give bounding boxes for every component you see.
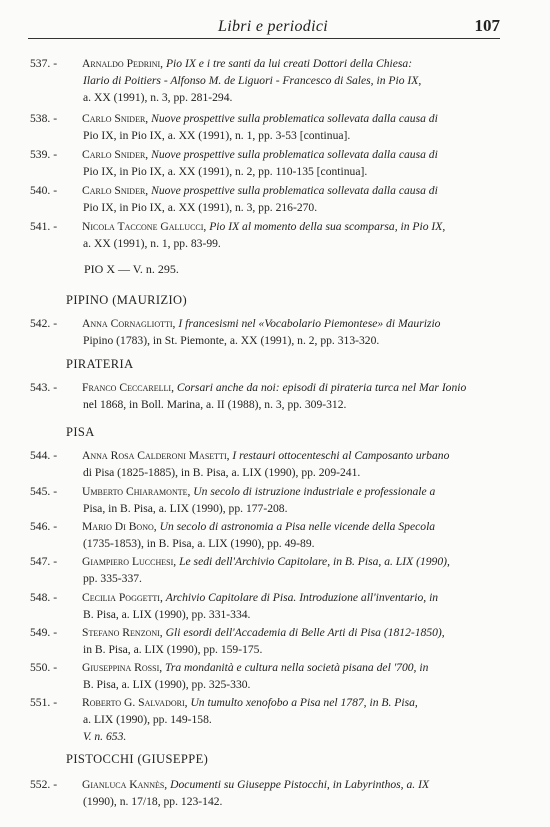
entry-text: B. Pisa, a. LIX (1990), pp. 331-334. xyxy=(83,608,251,621)
entry-author: Umberto Chiaramonte, xyxy=(82,485,191,498)
section-heading-pirateria: PIRATERIA xyxy=(66,357,134,371)
entry-542 xyxy=(30,315,498,349)
entry-text: Documenti su Giuseppe Pistocchi, in Labyrinthos, a. IX xyxy=(170,778,430,791)
entry-number: 548. - xyxy=(30,591,58,604)
entry-number: 549. - xyxy=(30,626,58,639)
entry-text: B. Pisa, a. LIX (1990), pp. 325-330. xyxy=(83,678,251,691)
entry-text: in B. Pisa, a. LIX (1990), pp. 159-175. xyxy=(83,643,263,656)
entry-text: Pio IX, in Pio IX, a. XX (1991), n. 1, pp. 3-53 [continua]. xyxy=(83,129,351,142)
entry-text: Nuove prospettive sulla problematica sollevata dalla causa di xyxy=(151,148,438,161)
entry-text: Ilario di Poitiers - Alfonso M. de Liguori - Francesco di Sales, in Pio IX, xyxy=(83,74,422,87)
entry-text: I francesismi nel «Vocabolario Piemontese» di Maurizio xyxy=(178,317,441,330)
section-heading-pisa: PISA xyxy=(66,425,95,439)
entry-549 xyxy=(30,624,498,658)
entry-text: (1735-1853), in B. Pisa, a. LIX (1990), pp. 49-89. xyxy=(83,537,315,550)
entry-text: Pio IX al momento della sua scomparsa, in Pio IX, xyxy=(209,220,446,233)
entry-text: pp. 335-337. xyxy=(83,572,142,585)
entry-text: Tra mondanità e cultura nella società pisana del '700, in xyxy=(165,661,429,674)
section-heading-pistocchi: PISTOCCHI (GIUSEPPE) xyxy=(66,752,209,766)
entry-author: Gianluca Kannès, xyxy=(82,778,168,791)
entry-text: Pipino (1783), in St. Piemonte, a. XX (1991), n. 2, pp. 313-320. xyxy=(83,334,380,347)
entry-541 xyxy=(30,218,498,252)
entry-text: Gli esordi dell'Accademia di Belle Arti di Pisa (1812-1850), xyxy=(165,626,445,639)
entry-text: Pio IX, in Pio IX, a. XX (1991), n. 3, pp. 216-270. xyxy=(83,201,318,214)
entry-number: 541. - xyxy=(30,220,58,233)
entry-author: Giampiero Lucchesi, xyxy=(82,555,177,568)
entry-text: Pio IX e i tre santi da lui creati Dottori della Chiesa: xyxy=(165,57,413,70)
entry-539 xyxy=(30,146,498,180)
entry-number: 537. - xyxy=(30,57,58,70)
entry-text: a. LIX (1990), pp. 149-158. xyxy=(83,713,212,726)
entry-number: 550. - xyxy=(30,661,58,674)
entry-number: 539. - xyxy=(30,148,58,161)
entry-text: I restauri ottocenteschi al Camposanto urbano xyxy=(232,449,450,462)
entry-author: Carlo Snider, xyxy=(82,184,149,197)
entry-text: Un secolo di astronomia a Pisa nelle vicende della Specola xyxy=(159,520,436,533)
cross-reference: V. n. 653. xyxy=(83,730,127,743)
page-number: 107 xyxy=(474,16,500,35)
entry-number: 540. - xyxy=(30,184,58,197)
entry-543 xyxy=(30,379,498,413)
entry-author: Roberto G. Salvadori, xyxy=(82,696,188,709)
entry-551 xyxy=(30,694,498,745)
entry-number: 543. - xyxy=(30,381,58,394)
entry-author: Franco Ceccarelli, xyxy=(82,381,174,394)
entry-author: Carlo Snider, xyxy=(82,112,149,125)
entry-text: Pisa, in B. Pisa, a. LIX (1990), pp. 177-208. xyxy=(83,502,288,515)
entry-text: Corsari anche da noi: episodi di pirateria turca nel Mar Ionio xyxy=(176,381,467,394)
entry-text: a. XX (1991), n. 3, pp. 281-294. xyxy=(83,91,233,104)
entry-text: Un tumulto xenofobo a Pisa nel 1787, in B. Pisa, xyxy=(190,696,418,709)
entry-538 xyxy=(30,110,498,144)
entry-number: 544. - xyxy=(30,449,58,462)
section-heading-pipino: PIPINO (MAURIZIO) xyxy=(66,293,188,307)
entry-text: Archivio Capitolare di Pisa. Introduzione all'inventario, in xyxy=(165,591,439,604)
entry-text: Nuove prospettive sulla problematica sollevata dalla causa di xyxy=(151,112,438,125)
entry-number: 538. - xyxy=(30,112,58,125)
entry-537 xyxy=(30,55,498,106)
entry-544 xyxy=(30,447,498,481)
entry-author: Carlo Snider, xyxy=(82,148,149,161)
running-title: Libri e periodici xyxy=(218,18,328,35)
entry-number: 546. - xyxy=(30,520,58,533)
entry-number: 547. - xyxy=(30,555,58,568)
entry-number: 551. - xyxy=(30,696,58,709)
entry-text: a. XX (1991), n. 1, pp. 83-99. xyxy=(83,237,221,250)
entry-552 xyxy=(30,776,498,810)
entry-author: Stefano Renzoni, xyxy=(82,626,163,639)
running-header xyxy=(28,14,500,39)
entry-text: Un secolo di istruzione industriale e professionale a xyxy=(193,485,436,498)
entry-545 xyxy=(30,483,498,517)
entry-548 xyxy=(30,589,498,623)
entry-text: Pio IX, in Pio IX, a. XX (1991), n. 2, pp. 110-135 [continua]. xyxy=(83,165,368,178)
entry-number: 545. - xyxy=(30,485,58,498)
entry-540 xyxy=(30,182,498,216)
entry-author: Anna Rosa Calderoni Masetti, xyxy=(82,449,230,462)
entry-text: di Pisa (1825-1885), in B. Pisa, a. LIX (1990), pp. 209-241. xyxy=(83,466,361,479)
entry-author: Cecilia Poggetti, xyxy=(82,591,163,604)
entry-text: Nuove prospettive sulla problematica sollevata dalla causa di xyxy=(151,184,438,197)
entry-text: nel 1868, in Boll. Marina, a. II (1988), n. 3, pp. 309-312. xyxy=(83,398,347,411)
entry-author: Giuseppina Rossi, xyxy=(82,661,163,674)
entry-550 xyxy=(30,659,498,693)
entry-547 xyxy=(30,553,498,587)
entry-author: Nicola Taccone Gallucci, xyxy=(82,220,207,233)
entry-author: Mario Di Bono, xyxy=(82,520,157,533)
entry-author: Anna Cornagliotti, xyxy=(82,317,176,330)
cross-reference-pio-x: PIO X — V. n. 295. xyxy=(84,262,179,276)
entry-546 xyxy=(30,518,498,552)
entry-author: Arnaldo Pedrini, xyxy=(82,57,164,70)
entry-text: Le sedi dell'Archivio Capitolare, in B. Pisa, a. LIX (1990), xyxy=(179,555,450,568)
entry-number: 552. - xyxy=(30,778,58,791)
entry-number: 542. - xyxy=(30,317,58,330)
entry-text: (1990), n. 17/18, pp. 123-142. xyxy=(83,795,223,808)
